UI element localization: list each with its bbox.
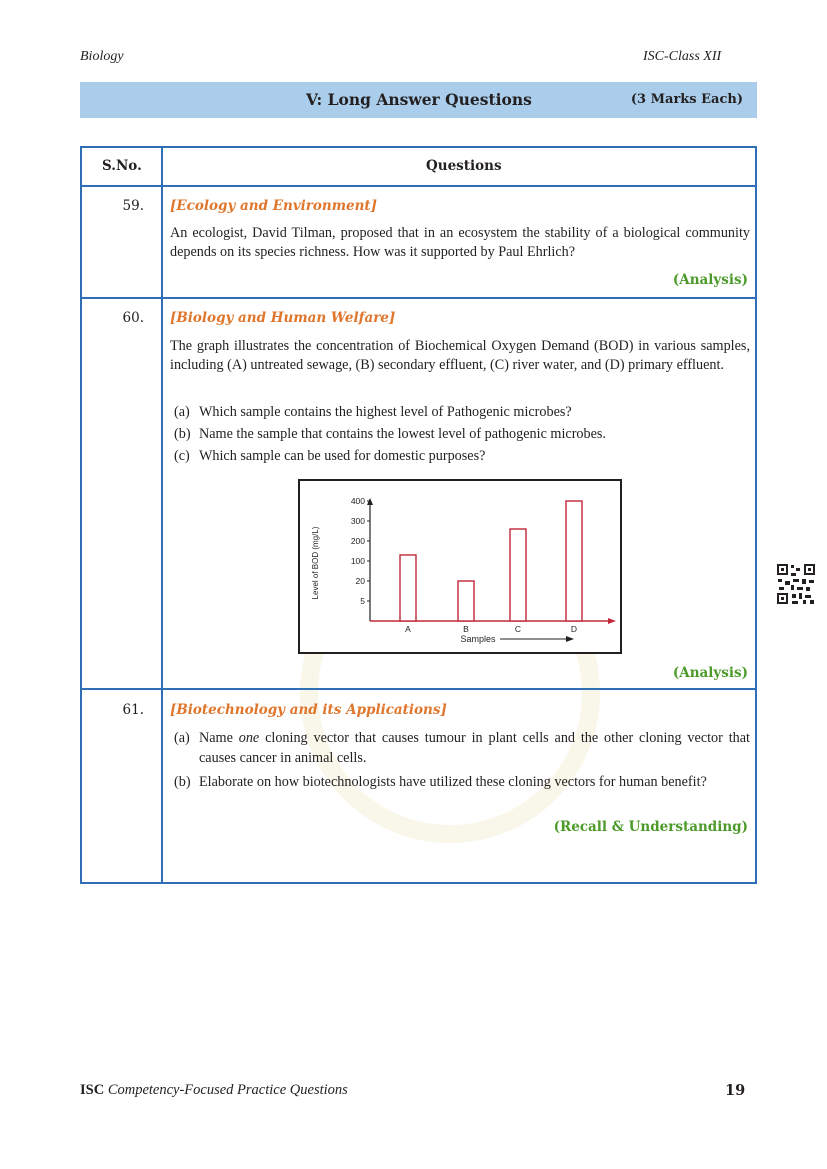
sub-question-label: (a): [174, 730, 190, 746]
x-tick-label: A: [405, 624, 411, 634]
column-header-sno: S.No.: [102, 158, 142, 174]
section-marks: (3 Marks Each): [630, 92, 743, 107]
row-divider: [82, 185, 755, 187]
footer-brand: ISC: [80, 1082, 105, 1098]
sub-question: [174, 728, 750, 768]
y-tick-label: 200: [350, 536, 365, 546]
section-header-bar: [80, 82, 757, 118]
x-tick-label: D: [570, 624, 578, 634]
y-tick-label: 20: [355, 576, 365, 586]
x-tick-label: C: [514, 624, 522, 634]
column-divider: [161, 148, 163, 882]
sub-question-text: Elaborate on how biotechnologists have utilized these cloning vectors for human benefit?: [199, 774, 707, 790]
sub-question: [174, 772, 750, 792]
x-axis-arrow: [608, 618, 616, 624]
sub-question-text-start: Name: [199, 730, 239, 746]
footer-subtitle: Competency-Focused Practice Questions: [107, 1082, 348, 1098]
y-tick-label: 300: [350, 516, 365, 526]
bar-d: [566, 501, 582, 621]
row-divider: [82, 688, 755, 690]
sub-question-label: (c): [174, 448, 190, 464]
bar-c: [510, 529, 526, 621]
sub-question-text: Name the sample that contains the lowest level of pathogenic microbes.: [199, 426, 606, 442]
bod-chart-frame: [298, 479, 622, 654]
column-header-questions: Questions: [426, 158, 502, 174]
sub-question: [174, 446, 750, 466]
sub-question-text-end: cloning vector that causes tumour in plant cells and the other cloning vector that causes cancer in animal cells.: [199, 730, 750, 766]
question-level: (Analysis): [672, 665, 748, 681]
x-tick-label: B: [463, 624, 469, 634]
question-level: (Recall & Understanding): [553, 819, 748, 835]
question-number: 61.: [122, 702, 144, 718]
sub-question-label: (b): [174, 774, 191, 790]
x-axis-label: Samples: [460, 634, 496, 644]
question-level: (Analysis): [672, 272, 748, 288]
emphasis: one: [238, 730, 260, 746]
question-topic: [Ecology and Environment]: [170, 198, 378, 214]
sub-question-text: Which sample contains the highest level of Pathogenic microbes?: [199, 404, 572, 420]
header-class: ISC-Class XII: [643, 49, 722, 64]
header-subject: Biology: [80, 49, 124, 64]
sub-question: [174, 424, 750, 444]
qr-code-icon: [776, 563, 816, 605]
question-topic: [Biotechnology and its Applications]: [170, 702, 447, 718]
question-number: 59.: [122, 198, 144, 214]
y-tick-label: 400: [350, 496, 365, 506]
question-text: The graph illustrates the concentration of Biochemical Oxygen Demand (BOD) in various samples, including (A) untreated sewage, (B) secondary effluent, (C) river water, and (D) primary effluent.: [170, 338, 750, 373]
page-number: 19: [725, 1082, 746, 1099]
question-text: An ecologist, David Tilman, proposed that in an ecosystem the stability of a biological community depends on its species richness. How was it supported by Paul Ehrlich?: [170, 225, 750, 260]
y-axis-label: Level of BOD (mg/L): [311, 526, 320, 600]
footer-title: [80, 1082, 348, 1099]
question-topic: [Biology and Human Welfare]: [170, 310, 396, 326]
question-number: 60.: [122, 310, 144, 326]
bar-a: [400, 555, 416, 621]
bod-bar-chart: [300, 481, 620, 652]
sub-question: [174, 402, 750, 422]
section-title: V: Long Answer Questions: [306, 90, 532, 109]
bar-b: [458, 581, 474, 621]
sub-question-text: Which sample can be used for domestic purposes?: [199, 448, 486, 464]
samples-arrow-head: [566, 636, 574, 642]
y-tick-label: 100: [350, 556, 365, 566]
questions-table: [80, 146, 757, 884]
row-divider: [82, 297, 755, 299]
sub-question-text: [199, 728, 750, 768]
sub-question-label: (a): [174, 404, 190, 420]
y-tick-label: 5: [360, 596, 365, 606]
sub-question-label: (b): [174, 426, 191, 442]
